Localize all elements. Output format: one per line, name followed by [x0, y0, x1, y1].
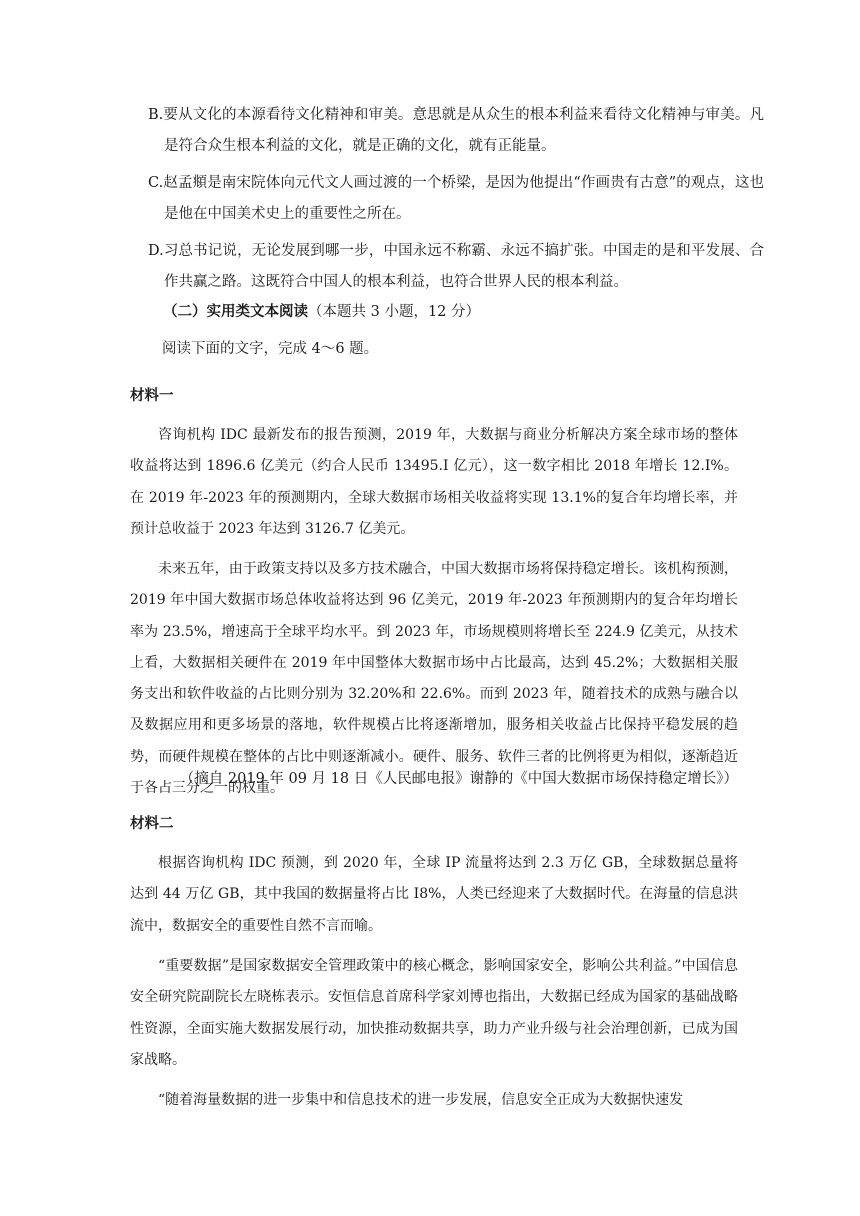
- material-1-source: （摘自 2019 年 09 月 18 日《人民邮电报》谢静的《中国大数据市场保持稳定增长》）: [179, 771, 738, 787]
- material-1-heading: 材料一: [130, 388, 174, 404]
- option-d: D.习总书记说，无论发展到哪一步，中国永远不称霸、永远不搞扩张。中国走的是和平发展、合作共赢之路。这既符合中国人的根本利益，也符合世界人民的根本利益。: [148, 243, 764, 290]
- section-note: （本题共 3 小题，12 分）: [308, 304, 481, 320]
- option-c: C.赵孟頫是南宋院体向元代文人画过渡的一个桥梁，是因为他提出“作画贵有古意”的观点，这也是他在中国美术史上的重要性之所在。: [148, 175, 764, 222]
- section-instruction: 阅读下面的文字，完成 4～6 题。: [162, 341, 379, 357]
- material-2-paragraph-1: 根据咨询机构 IDC 预测，到 2020 年，全球 IP 流量将达到 2.3 万亿 GB，全球数据总量将达到 44 万亿 GB，其中我国的数据量将占比 I8%，人类已经迎来了大数据时代。在海量的信息洪流中，数据安全的重要性自然不言而喻。: [130, 855, 738, 934]
- section-title: （二）实用类文本阅读: [163, 303, 308, 320]
- material-1-paragraph-2: 未来五年，由于政策支持以及多方技术融合，中国大数据市场将保持稳定增长。该机构预测，2019 年中国大数据市场总体收益将达到 96 亿美元，2019 年-2023 年预测期内的复合年均增长率为 23.5%，增速高于全球平均水平。到 2023 年，市场规模则将增长至 224.9 亿美元，从技术上看，大数据相关硬件在 2019 年中国整体大数据市场中占比最高，达到 45.2%；大数据相关服务支出和软件收益的占比则分别为 32.20%和 22.6%。而到 2023 年，随着技术的成熟与融合以及数据应用和更多场景的落地，软件规模占比将逐渐增加，服务相关收益占比保持平稳发展的趋势，而硬件规模在整体的占比中则逐渐减小。硬件、服务、软件三者的比例将更为相似，逐渐趋近于各占三分之一的权重。: [130, 561, 738, 797]
- material-2-paragraph-3: “随着海量数据的进一步集中和信息技术的进一步发展，信息安全正成为大数据快速发: [158, 1092, 684, 1108]
- material-2-paragraph-2: “重要数据”是国家数据安全管理政策中的核心概念，影响国家安全，影响公共利益。”中国信息安全研究院副院长左晓栋表示。安恒信息首席科学家刘博也指出，大数据已经成为国家的基础战略性资源，全面实施大数据发展行动，加快推动数据共享，助力产业升级与社会治理创新，已成为国家战略。: [130, 958, 738, 1068]
- material-2-heading: 材料二: [130, 816, 174, 832]
- section-heading: [163, 296, 743, 328]
- option-b: B.要从文化的本源看待文化精神和审美。意思就是从众生的根本利益来看待文化精神与审美。凡是符合众生根本利益的文化，就是正确的文化，就有正能量。: [148, 107, 764, 154]
- material-1-paragraph-1: 咨询机构 IDC 最新发布的报告预测，2019 年，大数据与商业分析解决方案全球市场的整体收益将达到 1896.6 亿美元（约合人民币 13495.I 亿元），这一数字相比 2018 年增长 12.I%。在 2019 年-2023 年的预测期内，全球大数据市场相关收益将实现 13.1%的复合年均增长率，并预计总收益于 2023 年达到 3126.7 亿美元。: [130, 427, 738, 537]
